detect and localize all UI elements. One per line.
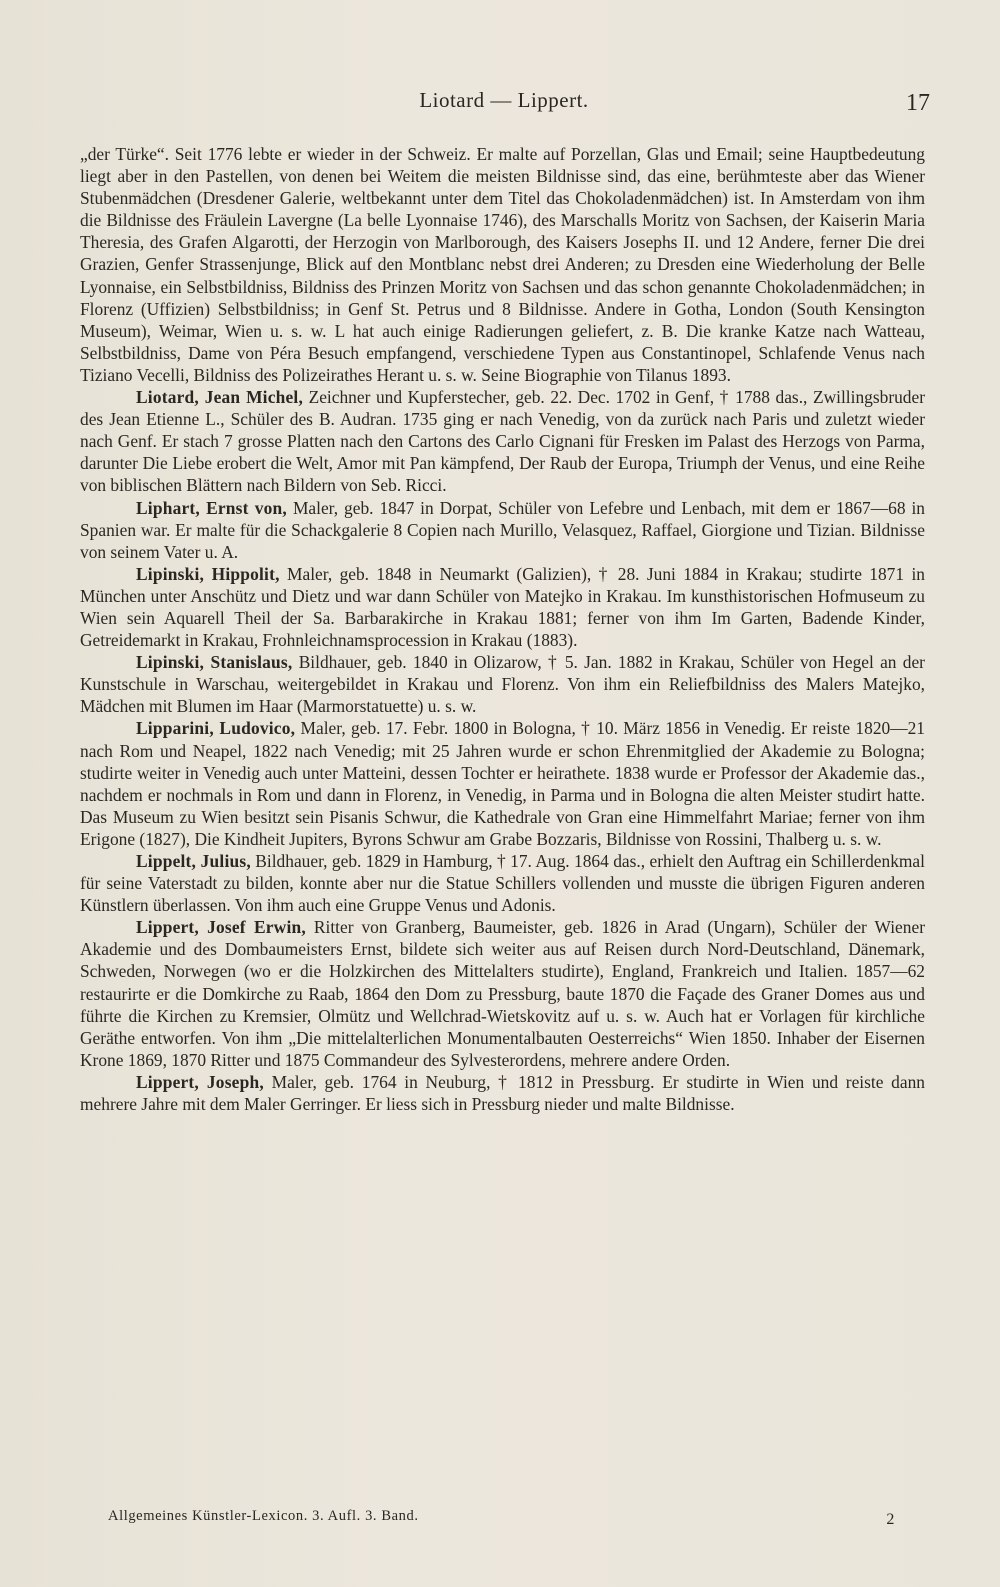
entry-name: Lippert, Josef Erwin, bbox=[136, 917, 306, 938]
entry-text: Maler, geb. 1764 in Neuburg, † 1812 in Pressburg. Er studirte in Wien und reiste dann mehrere Jahre mit dem Maler Gerringer. Er liess sich in Pressburg nieder und malte Bildnisse. bbox=[80, 1071, 925, 1115]
entry-text: Bildhauer, geb. 1829 in Hamburg, † 17. Aug. 1864 das., erhielt den Auftrag ein Schillerdenkmal für seine Vaterstadt zu bilden, konnte aber nur die Statue Schillers vollenden und musste die übrigen Figuren anderen Künstlern überlassen. Von ihm auch eine Gruppe Venus und Adonis. bbox=[80, 851, 925, 916]
entry-text: Maler, geb. 17. Febr. 1800 in Bologna, † 10. März 1856 in Venedig. Er reiste 1820—21 nach Rom und Neapel, 1822 nach Venedig; mit 25 Jahren wurde er schon Ehrenmitglied der Akademie zu Bologna; studirte weiter in Venedig auch unter Matteini, dessen Tochter er heirathete. 1838 wurde er Professor der Akademie das., nachdem er nochmals in Rom und dann in Florenz, in Venedig, in Parma und in Bologna die alten Meister studirt hatte. Das Museum zu Wien besitzt sein Pisanis Schwur, die Kathedrale von Gran eine Himmelfahrt Mariae; ferner von ihm Erigone (1827), Die Kindheit Jupiters, Byrons Schwur am Grabe Bozzaris, Bildnisse von Rossini, Thalberg u. s. w. bbox=[80, 718, 925, 849]
entry-text: Maler, geb. 1848 in Neumarkt (Galizien), † 28. Juni 1884 in Krakau; studirte 1871 in München unter Anschütz und Dietz und war dann Schüler von Matejko in Krakau. Im kunsthistorischen Hofmuseum zu Wien sein Aquarell Theil der Sa. Barbarakirche in Krakau 1881; ferner von ihm Im Garten, Badende Kinder, Getreidemarkt in Krakau, Frohnleichnamsprocession in Krakau (1883). bbox=[80, 563, 925, 651]
entry-text: Bildhauer, geb. 1840 in Olizarow, † 5. Jan. 1882 in Krakau, Schüler von Hegel an der Kunstschule in Warschau, weitergebildet in Krakau und Florenz. Von ihm ein Reliefbildniss des Malers Matejko, Mädchen mit Blumen im Haar (Marmorstatuette) u. s. w. bbox=[80, 652, 925, 717]
entry-name: Lippelt, Julius, bbox=[136, 851, 251, 871]
entry-text: Maler, geb. 1847 in Dorpat, Schüler von Lefebre und Lenbach, mit dem er 1867—68 in Spanien war. Er malte für die Schackgalerie 8 Copien nach Murillo, Velasquez, Raffael, Giorgione und Tizian. Bildnisse von seinem Vater u. A. bbox=[80, 497, 925, 562]
lexicon-body bbox=[80, 143, 925, 1115]
page-number: 17 bbox=[906, 90, 930, 116]
entry-lippelt-julius bbox=[80, 850, 925, 916]
entry-text: Zeichner und Kupferstecher, geb. 22. Dec. 1702 in Genf, † 1788 das., Zwillingsbruder des Jean Etienne L., Schüler des B. Audran. 1735 ging er nach Venedig, von da zurück nach Paris und zuletzt wieder nach Genf. Er stach 7 grosse Platten nach den Cartons des Carlo Cignani für Fresken im Palast des Herzogs von Parma, darunter Die Liebe erobert die Welt, Amor mit Pan kämpfend, Der Raub der Europa, Triumph der Venus, und eine Reihe von biblischen Blättern nach Bildern von Seb. Ricci. bbox=[80, 387, 926, 496]
footer-imprint: Allgemeines Künstler-Lexicon. 3. Aufl. 3. Band. bbox=[108, 1508, 419, 1524]
entry-lipinski-stanislaus bbox=[80, 651, 925, 717]
entry-continuation bbox=[80, 143, 925, 386]
entry-name: Lipinski, Stanislaus, bbox=[136, 652, 293, 673]
entry-lippert-joseph bbox=[80, 1071, 925, 1115]
entry-name: Lipinski, Hippolit, bbox=[136, 563, 280, 584]
page-header bbox=[78, 88, 930, 128]
page-footer bbox=[80, 1508, 895, 1536]
entry-text: Ritter von Granberg, Baumeister, geb. 1826 in Arad (Ungarn), Schüler der Wiener Akademie und des Dombaumeisters Ernst, bildete sich weiter aus auf Reisen durch Nord-Deutschland, Dänemark, Schweden, Norwegen (wo er die Holzkirchen des Mittelalters studirte), England, Frankreich und Italien. 1857—62 restaurirte er die Domkirche zu Raab, 1864 den Dom zu Pressburg, baute 1870 die Façade des Graner Domes aus und führte die Kirchen zu Kremsier, Olmütz und Wellchrad-Wietskovitz auf u. s. w. Auch hat er Vorlagen für kirchliche Geräthe entworfen. Von ihm „Die mittelalterlichen Monumentalbauten Oesterreichs“ Wien 1850. Inhaber der Eisernen Krone 1869, 1870 Ritter und 1875 Commandeur des Sylvesterordens, mehrere andere Orden. bbox=[80, 917, 925, 1070]
entry-lippert-josef-erwin bbox=[80, 916, 925, 1071]
entry-liotard-jean-michel bbox=[80, 386, 925, 496]
entry-lipinski-hippolit bbox=[80, 563, 925, 651]
entry-name: Lipparini, Ludovico, bbox=[136, 718, 296, 739]
entry-lipparini-ludovico bbox=[80, 717, 925, 850]
entry-name: Lippert, Joseph, bbox=[136, 1071, 264, 1092]
entry-liphart-ernst bbox=[80, 497, 925, 563]
entry-text: „der Türke“. Seit 1776 lebte er wieder in der Schweiz. Er malte auf Porzellan, Glas und Email; seine Hauptbedeutung liegt aber in den Pastellen, von denen bei Weitem die meisten Bildnisse sind, das eine, berühmteste aber das Wiener Stubenmädchen (Dresdener Galerie, weltbekannt unter dem Titel das Chokoladenmädchen) ist. In Amsterdam von ihm die Bildnisse des Fräulein Lavergne (La belle Lyonnaise 1746), des Marschalls Moritz von Sachsen, der Kaiserin Maria Theresia, des Grafen Algarotti, der Herzogin von Marlborough, des Kaisers Josephs II. und 12 Andere, ferner Die drei Grazien, Genfer Strassenjunge, Blick auf den Montblanc nebst drei Anderen; zu Dresden eine Wiederholung der Belle Lyonnaise, ein Selbstbildniss, Bildniss des Prinzen Moritz von Sachsen und das schon genannte Chokoladenmädchen; in Florenz (Uffizien) Selbstbildniss; in Genf St. Petrus und 8 Bildnisse. Andere in Gotha, London (South Kensington Museum), Weimar, Wien u. s. w. L hat auch einige Radierungen geliefert, z. B. Die kranke Katze nach Watteau, Selbstbildniss, Dame von Péra Besuch empfangend, verschiedene Typen aus Constantinopel, Schlafende Venus nach Tiziano Vecelli, Bildniss des Polizeirathes Herant u. s. w. Seine Biographie von Tilanus 1893. bbox=[80, 144, 925, 385]
footer-signature: 2 bbox=[886, 1511, 895, 1528]
entry-name: Liphart, Ernst von, bbox=[136, 497, 287, 518]
running-title: Liotard — Lippert. bbox=[419, 88, 589, 112]
entry-name: Liotard, Jean Michel, bbox=[136, 387, 304, 408]
